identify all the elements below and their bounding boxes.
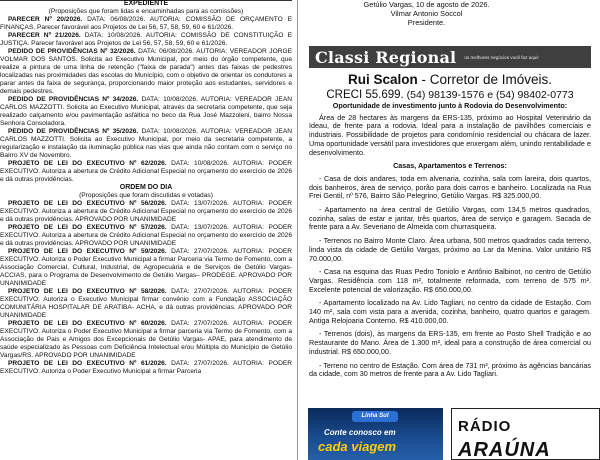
ad-contact	[309, 88, 591, 102]
entry-text: DATA: 13/07/2026. AUTORIA: PODER EXECUTIVO. Autoriza a abertura de Crédito Adicional Especial no orçamento do exercício de 2026 e dá outras providências. APROVADO POR UNANIMIDADE	[0, 200, 292, 223]
entry-title: PARECER Nº 21/2026.	[8, 32, 81, 39]
right-column	[303, 0, 600, 460]
classi-regional-banner	[309, 46, 591, 68]
entry-title: PEDIDO DE PROVIDÊNCIAS Nº 34/2026.	[8, 96, 139, 103]
bus-ad-line2: cada viagem	[318, 439, 397, 454]
entry-text: DATA: 27/07/2026. AUTORIA: PODER EXECUTIVO. Autoriza o Poder Executivo Municipal a firmar parceria via Termo de Fomento, com a Associação de Pais e Amigos dos Excepcionais de Getúlio Vargas- APAE, para atendimento de saúde especializado às Pessoas com Deficiência Intelectual e/ou Múltipla do Município de Getúlio Vargas/RS. APROVADO POR UNANIMIDADE	[0, 320, 292, 359]
entry-paragraph	[0, 200, 292, 224]
classi-subtitle: os melhores negócios você faz aqui!	[464, 54, 539, 60]
entry-title: PROJETO DE LEI DO EXECUTIVO Nº 62/2026.	[8, 160, 167, 167]
phone-numbers: (54) 98139-1576 e (54) 98402-0773	[403, 89, 574, 101]
entry-text: DATA: 06/08/2026. AUTORIA: COMISSÃO DE ORÇAMENTO E FINANÇAS. Parecer favorável aos Projetos de Lei 56, 57, 58, 59, 60 e 61/2026.	[0, 16, 292, 31]
expediente-list	[0, 16, 292, 184]
radio-ad[interactable]	[451, 408, 600, 460]
entry-text: DATA: 27/07/2026. AUTORIA: PODER EXECUTIVO. Autoriza o Executivo Municipal firmar convênio com a Fundação ASSOCIAÇÃO COMUNITÁRIA HOSPITALAR DE ARATIBA- ACHA, e dá outras providências. APROVADO POR UNANIMIDADE	[0, 288, 292, 319]
listing-item: - Casa na esquina das Ruas Pedro Toniolo e Antônio Balbinot, no centro de Getúlio Vargas. Residência com 118 m², totalmente reformada, com terreno de 575 m². Excelente potencial de valorização. R$ 650.000,00.	[309, 267, 591, 294]
entry-title: PARECER Nº 20/2026.	[8, 16, 83, 23]
bus-ad-line1: Conte conosco em	[324, 428, 396, 437]
order-list	[0, 200, 292, 376]
listing-item: - Terreno no centro de Estação. Com área de 731 m², próximo às agências bancárias da cidade, com 30 metros de frente para a Av. Lido Tagliari.	[309, 360, 591, 379]
entry-title: PROJETO DE LEI DO EXECUTIVO Nº 57/2026.	[8, 224, 167, 231]
section-header: EXPEDIENTE	[123, 0, 169, 7]
agent-role: - Corretor de Imóveis.	[417, 72, 553, 87]
entry-paragraph	[0, 16, 292, 32]
real-estate-ad	[309, 72, 591, 384]
radio-name: ARAÚNA	[458, 439, 551, 460]
signature-block	[303, 0, 600, 27]
entry-paragraph	[0, 288, 292, 320]
entry-paragraph	[0, 248, 292, 288]
ad-title	[309, 72, 591, 88]
entry-paragraph	[0, 48, 292, 96]
entry-paragraph	[0, 224, 292, 248]
entry-title: PROJETO DE LEI DO EXECUTIVO Nº 59/2026.	[8, 248, 167, 255]
listing-item: - Apartamento na área central de Getúlio Vargas, com 134,5 metros quadrados, cozinha, salas de estar e jantar, três quartos, área de serviço e garagem. Sacada de frente para a Av. Severiano de Almeida com churrasqueira.	[309, 205, 591, 232]
entry-text: DATA: 10/08/2026. AUTORIA: COMISSÃO DE CONSTITUIÇÃO E JUSTIÇA. Parecer favorável aos Projetos de Lei 56, 57, 58, 59, 60 e 61/2026.	[0, 32, 292, 47]
radio-label: RÁDIO	[458, 418, 512, 435]
column-divider	[297, 0, 298, 460]
signature-date: Getúlio Vargas, 10 de agosto de 2026.	[363, 0, 490, 9]
investment-text: Área de 28 hectares às margens da ERS-135, próximo ao Hospital Veterinário da Ideau, de frente para a rodovia. Ideal para a instalação de pavilhões comerciais e industriais. Possibilidade de projetos para condomínio residencial ou chácara de lazer. Uma oportunidade versátil para investidores que enxergam além, unindo rentabilidade e desenvolvimento.	[309, 112, 591, 157]
left-column	[0, 0, 292, 460]
entry-paragraph	[0, 32, 292, 48]
entry-title: PEDIDO DE PROVIDÊNCIAS Nº 32/2026.	[8, 48, 136, 55]
entry-paragraph	[0, 96, 292, 128]
entry-paragraph	[0, 360, 292, 376]
listing-item: - Terrenos (dois), às margens da ERS-135, em frente ao Posto Shell Tradição e ao Restaurante do Mano. Área de 1.300 m², ideal para a construção de área comercial ou industrial. R$ 650.000,00.	[309, 329, 591, 356]
listing-item: - Terrenos no Bairro Monte Claro. Área urbana, 500 metros quadrados cada terreno, linda vista da cidade de Getúlio Vargas, próximo ao Lar da Menina. Valor unitário R$ 70.000,00.	[309, 236, 591, 263]
entry-title: PROJETO DE LEI DO EXECUTIVO Nº 56/2026.	[8, 200, 167, 207]
entry-paragraph	[0, 160, 292, 184]
entry-text: DATA: 10/08/2026. AUTORIA: PODER EXECUTIVO. Autoriza a abertura de Crédito Adicional Especial no orçamento do exercício de 2026 e dá outras providências.	[0, 160, 292, 183]
creci-number: CRECI 55.699.	[326, 89, 404, 101]
investment-heading: Oportunidade de investimento junto à Rodovia do Desenvolvimento:	[332, 101, 568, 110]
signature-name: Vilmar Antonio Soccol	[390, 9, 463, 18]
order-intro: (Proposições que foram discutidas e votadas)	[79, 192, 213, 199]
signature-role: Presidente.	[407, 18, 446, 27]
ad-body	[309, 102, 591, 379]
classi-title: Classi Regional	[315, 47, 457, 67]
listings-heading: Casas, Apartamentos e Terrenos:	[393, 161, 507, 171]
entry-title: PROJETO DE LEI DO EXECUTIVO Nº 60/2026.	[8, 320, 167, 327]
entry-text: DATA: 06/08/2026. AUTORIA: VEREADOR JORGE VOLMAR DOS SANTOS. Solicita ao Executivo Municipal, por meio do órgão competente, que realize a pintura de uma linha de retenção ("faixa de parada") antes das faixas de pedestres localizadas nas proximidades das escolas do Município, com o objetivo de orientar os condutores a parar antes da faixa de segurança, proporcionando maior proteção aos estudantes, servidores e demais pedestres.	[0, 48, 292, 95]
entry-title: PEDIDO DE PROVIDÊNCIAS Nº 35/2026.	[8, 128, 139, 135]
entry-text: DATA: 27/07/2026. AUTORIA: PODER EXECUTIVO. Autoriza o Poder Executivo Municipal a firmar Parceria via Termo de Fomento, com a Associação Comercial, Cultural, Industrial, de Agropecuária e de Serviços de Getúlio Vargas- ACCIAS, para o Programa de Desenvolvimento de Getúlio Vargas– PRODEGE. APROVADO POR UNANIMIDADE	[0, 248, 292, 287]
entry-title: PROJETO DE LEI DO EXECUTIVO Nº 58/2026.	[8, 288, 167, 295]
entry-text: DATA: 10/08/2026. AUTORIA: VEREADOR JEAN CARLOS MAZZOTTI. Solicita ao Executivo Municipal, através da secretaria competente, que seja realizado calçamento e/ou pavimentação asfáltica no beco da Rua José Mazzoleni, bairro Nossa Senhora Consoladora.	[0, 96, 292, 127]
entry-title: PROJETO DE LEI DO EXECUTIVO Nº 61/2026.	[8, 360, 167, 367]
entry-text: DATA: 13/07/2026. AUTORIA: PODER EXECUTIVO. Autoriza a abertura de Crédito Adicional Especial no orçamento do exercício de 2026 e dá outras providências. APROVADO POR UNANIMIDADE	[0, 224, 292, 247]
order-header: ORDEM DO DIA	[119, 184, 173, 191]
listings	[309, 175, 591, 379]
entry-paragraph	[0, 320, 292, 360]
listing-item: - Apartamento localizado na Av. Lido Tagliari, no centro da cidade de Estação. Com 140 m², sala com vista para a avenida, cozinha, banheiro, quatro quartos e garagem. Antiga Relojoaria Conterno. R$ 410.000,00.	[309, 298, 591, 325]
bus-logo: Linha Sul	[352, 411, 398, 422]
entry-text: DATA: 27/07/2026. AUTORIA: PODER EXECUTIVO. Autoriza o Poder Executivo Municipal a firmar Parceria	[0, 360, 292, 375]
agent-name: Rui Scalon	[347, 72, 418, 87]
entry-text: DATA: 10/08/2026. AUTORIA: VEREADOR JEAN CARLOS MAZZOTTI. Solicita ao Executivo Municipal, por meio da secretaria competente, a regularização e instalação da iluminação pública nas vias que ainda não contam com o serviço no Bairro XV de Novembro.	[0, 128, 292, 159]
listing-item: - Casa de dois andares, toda em alvenaria, cozinha, sala com lareira, dois quartos, dois banheiros, área de serviço, porão para dois carros e banheiro. Localizada na Rua Frei Gentil, nº 576, Bairro São Pelegrino, Getúlio Vargas. R$ 325.000,00.	[309, 173, 591, 201]
entry-paragraph	[0, 128, 292, 160]
bus-company-ad[interactable]	[308, 408, 443, 460]
section-intro: (Proposições que foram lidas e encaminhadas para as comissões)	[48, 8, 244, 15]
